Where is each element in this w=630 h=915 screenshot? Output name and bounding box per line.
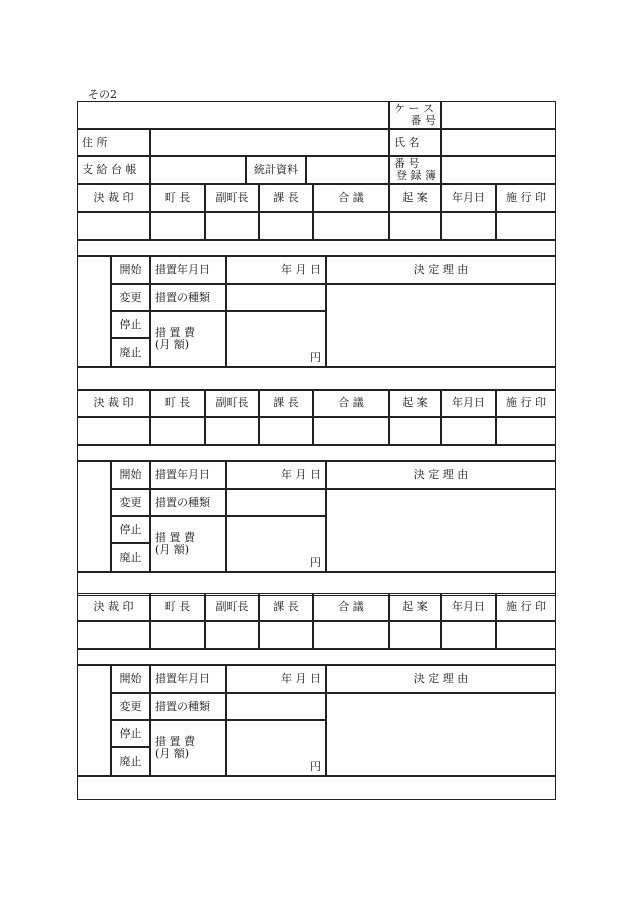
approval-header: 合 議	[313, 593, 389, 621]
abolish-label: 廃止	[111, 747, 150, 776]
fee-field[interactable]: 円	[226, 516, 326, 572]
approval-header: 起 案	[389, 593, 441, 621]
approval-header: 起 案	[389, 184, 441, 212]
stamp-cell[interactable]	[313, 212, 389, 240]
kind-field[interactable]	[226, 284, 326, 311]
approval-header: 年月日	[441, 184, 496, 212]
date-label: 措置年月日	[150, 665, 226, 693]
address-label: 住 所	[77, 129, 150, 156]
stamp-cell[interactable]	[441, 417, 496, 445]
approval-header: 課 長	[259, 184, 313, 212]
kind-field[interactable]	[226, 489, 326, 516]
approval-header: 年月日	[441, 389, 496, 417]
measure-blank	[77, 461, 111, 572]
kind-field[interactable]	[226, 693, 326, 720]
stamp-cell[interactable]	[205, 417, 259, 445]
approval-header: 決 裁 印	[77, 593, 150, 621]
fee-field[interactable]: 円	[226, 311, 326, 367]
approval-header: 年月日	[441, 593, 496, 621]
decision-reason-label: 決 定 理 由	[326, 256, 556, 284]
decision-reason-field[interactable]	[326, 284, 556, 367]
fee-label: 措 置 費 (月 額)	[150, 311, 226, 367]
decision-reason-label: 決 定 理 由	[326, 665, 556, 693]
stamp-cell[interactable]	[77, 212, 150, 240]
stamp-cell[interactable]	[205, 212, 259, 240]
stamp-cell[interactable]	[259, 621, 313, 649]
date-label: 措置年月日	[150, 461, 226, 489]
approval-header: 施 行 印	[496, 593, 556, 621]
blank-cell[interactable]	[77, 101, 389, 129]
spacer-row	[77, 240, 556, 256]
stamp-cell[interactable]	[441, 212, 496, 240]
kind-label: 措置の種類	[150, 489, 226, 516]
measure-blank	[77, 256, 111, 367]
approval-header: 合 議	[313, 184, 389, 212]
suspend-label: 停止	[111, 311, 150, 338]
approval-header: 施 行 印	[496, 389, 556, 417]
change-label: 変更	[111, 284, 150, 311]
stats-field[interactable]	[306, 156, 389, 184]
stamp-cell[interactable]	[441, 621, 496, 649]
stamp-cell[interactable]	[150, 417, 205, 445]
measure-blank	[77, 665, 111, 776]
case-number-label: ケ ー ス 番 号	[389, 101, 441, 129]
decision-reason-label: 決 定 理 由	[326, 461, 556, 489]
stamp-cell[interactable]	[389, 417, 441, 445]
ledger-label: 支 給 台 帳	[77, 156, 150, 184]
abolish-label: 廃止	[111, 338, 150, 367]
stamp-cell[interactable]	[259, 212, 313, 240]
stamp-cell[interactable]	[259, 417, 313, 445]
decision-reason-field[interactable]	[326, 693, 556, 776]
change-label: 変更	[111, 489, 150, 516]
approval-header: 決 裁 印	[77, 389, 150, 417]
stamp-cell[interactable]	[496, 417, 556, 445]
ledger-field[interactable]	[150, 156, 246, 184]
stamp-cell[interactable]	[313, 417, 389, 445]
approval-header: 副町長	[205, 389, 259, 417]
stamp-cell[interactable]	[205, 621, 259, 649]
stamp-cell[interactable]	[77, 417, 150, 445]
approval-header: 施 行 印	[496, 184, 556, 212]
case-number-field[interactable]	[441, 101, 556, 129]
suspend-label: 停止	[111, 516, 150, 543]
date-label: 措置年月日	[150, 256, 226, 284]
decision-reason-field[interactable]	[326, 489, 556, 572]
name-field[interactable]	[441, 129, 556, 156]
fee-field[interactable]: 円	[226, 720, 326, 776]
kind-label: 措置の種類	[150, 284, 226, 311]
kind-label: 措置の種類	[150, 693, 226, 720]
register-label: 番 号 登 録 簿	[389, 156, 441, 184]
approval-header: 副町長	[205, 184, 259, 212]
start-label: 開始	[111, 665, 150, 693]
approval-header: 町 長	[150, 184, 205, 212]
spacer-row	[77, 445, 556, 461]
stamp-cell[interactable]	[313, 621, 389, 649]
address-field[interactable]	[150, 129, 389, 156]
spacer-row	[77, 649, 556, 665]
fee-label: 措 置 費 (月 額)	[150, 720, 226, 776]
suspend-label: 停止	[111, 720, 150, 747]
change-label: 変更	[111, 693, 150, 720]
start-label: 開始	[111, 461, 150, 489]
fee-label: 措 置 費 (月 額)	[150, 516, 226, 572]
form-label: その2	[88, 88, 117, 101]
spacer-row	[77, 776, 556, 800]
date-value[interactable]: 年 月 日	[226, 665, 326, 693]
stamp-cell[interactable]	[496, 621, 556, 649]
approval-header: 町 長	[150, 389, 205, 417]
stats-label: 統計資料	[246, 156, 306, 184]
approval-header: 起 案	[389, 389, 441, 417]
stamp-cell[interactable]	[77, 621, 150, 649]
stamp-cell[interactable]	[150, 212, 205, 240]
abolish-label: 廃止	[111, 543, 150, 572]
approval-header: 決 裁 印	[77, 184, 150, 212]
name-label: 氏 名	[389, 129, 441, 156]
date-value[interactable]: 年 月 日	[226, 461, 326, 489]
approval-header: 課 長	[259, 389, 313, 417]
approval-header: 副町長	[205, 593, 259, 621]
date-value[interactable]: 年 月 日	[226, 256, 326, 284]
approval-header: 合 議	[313, 389, 389, 417]
start-label: 開始	[111, 256, 150, 284]
stamp-cell[interactable]	[496, 212, 556, 240]
approval-header: 町 長	[150, 593, 205, 621]
stamp-cell[interactable]	[389, 621, 441, 649]
stamp-cell[interactable]	[150, 621, 205, 649]
register-field[interactable]	[441, 156, 556, 184]
stamp-cell[interactable]	[389, 212, 441, 240]
approval-header: 課 長	[259, 593, 313, 621]
spacer-row	[77, 367, 556, 391]
